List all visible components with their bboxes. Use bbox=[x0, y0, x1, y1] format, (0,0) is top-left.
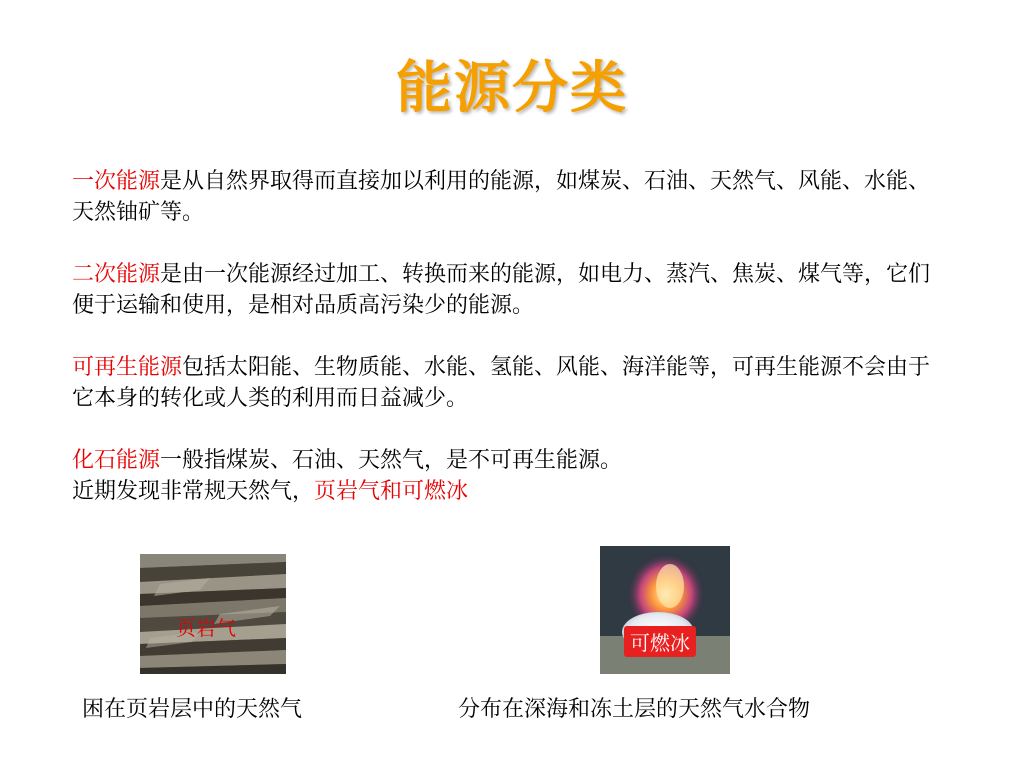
text-unconventional-gas: 近期发现非常规天然气， bbox=[72, 479, 315, 504]
shale-caption: 困在页岩层中的天然气 bbox=[82, 697, 303, 722]
text-renewable-energy: 包括太阳能、生物质能、水能、氢能、风能、海洋能等，可再生能源不会由于它本身的转化或人类的利用而日益减少。 bbox=[72, 355, 931, 411]
highlight-unconventional-gas: 页岩气和可燃冰 bbox=[314, 479, 469, 504]
slide-title: 能源分类 bbox=[396, 56, 628, 121]
term-primary-energy: 一次能源 bbox=[72, 169, 161, 194]
text-primary-energy: 是从自然界取得而直接加以利用的能源，如煤炭、石油、天然气、风能、水能、天然铀矿等。 bbox=[72, 169, 931, 225]
paragraph-secondary-energy bbox=[72, 259, 952, 321]
shale-gas-label: 页岩气 bbox=[176, 616, 236, 640]
term-renewable-energy: 可再生能源 bbox=[72, 355, 183, 380]
text-fossil-energy: 一般指煤炭、石油、天然气，是不可再生能源。 bbox=[160, 448, 623, 473]
term-secondary-energy: 二次能源 bbox=[72, 262, 161, 287]
paragraph-renewable-energy bbox=[72, 352, 952, 414]
hydrate-caption: 分布在深海和冻土层的天然气水合物 bbox=[458, 697, 811, 722]
text-secondary-energy: 是由一次能源经过加工、转换而来的能源，如电力、蒸汽、焦炭、煤气等，它们便于运输和使用，是相对品质高污染少的能源。 bbox=[72, 262, 931, 318]
flammable-ice-label: 可燃冰 bbox=[624, 626, 696, 657]
paragraph-primary-energy bbox=[72, 166, 952, 228]
paragraph-unconventional-gas bbox=[72, 476, 952, 507]
paragraph-fossil-energy bbox=[72, 445, 952, 476]
term-fossil-energy: 化石能源 bbox=[72, 448, 161, 473]
body-text bbox=[72, 166, 952, 507]
